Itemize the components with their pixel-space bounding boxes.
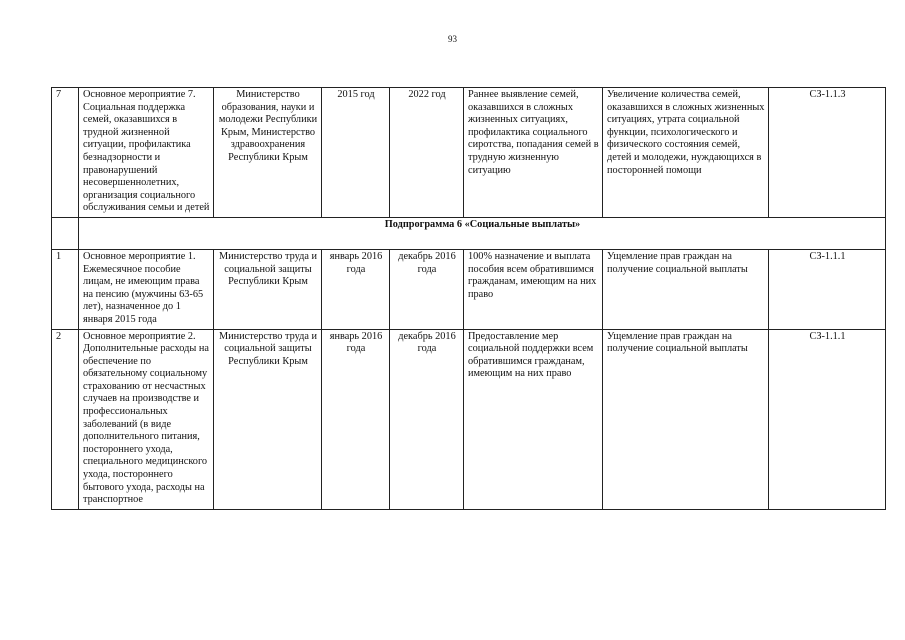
executor-cell: Министерство образования, науки и молодежи Республики Крым, Министерство здравоохранения Республики Крым xyxy=(214,88,322,218)
code-cell: СЗ-1.1.1 xyxy=(769,249,886,329)
end-cell: декабрь 2016 года xyxy=(390,249,464,329)
consequence-cell: Ущемление прав граждан на получение социальной выплаты xyxy=(603,329,769,509)
code-cell: СЗ-1.1.1 xyxy=(769,329,886,509)
executor-cell: Министерство труда и социальной защиты Республики Крым xyxy=(214,249,322,329)
blank-cell xyxy=(52,217,79,249)
consequence-cell: Ущемление прав граждан на получение социальной выплаты xyxy=(603,249,769,329)
end-cell: 2022 год xyxy=(390,88,464,218)
subprogram-row xyxy=(52,217,886,249)
result-cell: Предоставление мер социальной поддержки всем обратившимся гражданам, имеющим на них право xyxy=(464,329,603,509)
table-row xyxy=(52,329,886,509)
table-row xyxy=(52,88,886,218)
row-number: 7 xyxy=(52,88,79,218)
table-row xyxy=(52,249,886,329)
start-cell: январь 2016 года xyxy=(322,329,390,509)
code-cell: СЗ-1.1.3 xyxy=(769,88,886,218)
result-cell: Раннее выявление семей, оказавшихся в сложных жизненных ситуациях, профилактика социального сиротства, попадания семей в трудную жизненную ситуацию xyxy=(464,88,603,218)
row-number: 1 xyxy=(52,249,79,329)
program-table xyxy=(51,87,886,510)
row-number: 2 xyxy=(52,329,79,509)
event-cell: Основное мероприятие 2. Дополнительные расходы на обеспечение по обязательному социальному страхованию от несчастных случаев на производстве и профессиональных заболеваний (в виде дополнительного питания, постороннего ухода, специального медицинского ухода, постороннего бытового ухода, расходы на транспортное xyxy=(79,329,214,509)
end-cell: декабрь 2016 года xyxy=(390,329,464,509)
start-cell: 2015 год xyxy=(322,88,390,218)
subprogram-title: Подпрограмма 6 «Социальные выплаты» xyxy=(79,217,886,249)
result-cell: 100% назначение и выплата пособия всем обратившимся гражданам, имеющим на них право xyxy=(464,249,603,329)
consequence-cell: Увеличение количества семей, оказавшихся в сложных жизненных ситуациях, утрата социальной функции, психологического и физического состояния семей, детей и молодежи, нуждающихся в посторонней помощи xyxy=(603,88,769,218)
executor-cell: Министерство труда и социальной защиты Республики Крым xyxy=(214,329,322,509)
event-cell: Основное мероприятие 1. Ежемесячное пособие лицам, не имеющим права на пенсию (мужчины 63-65 лет), назначенное до 1 января 2015 года xyxy=(79,249,214,329)
event-cell: Основное мероприятие 7. Социальная поддержка семей, оказавшихся в трудной жизненной ситуации, профилактика безнадзорности и правонарушений несовершеннолетних, организация социального обслуживания семьи и детей xyxy=(79,88,214,218)
start-cell: январь 2016 года xyxy=(322,249,390,329)
page-number: 93 xyxy=(448,34,457,44)
